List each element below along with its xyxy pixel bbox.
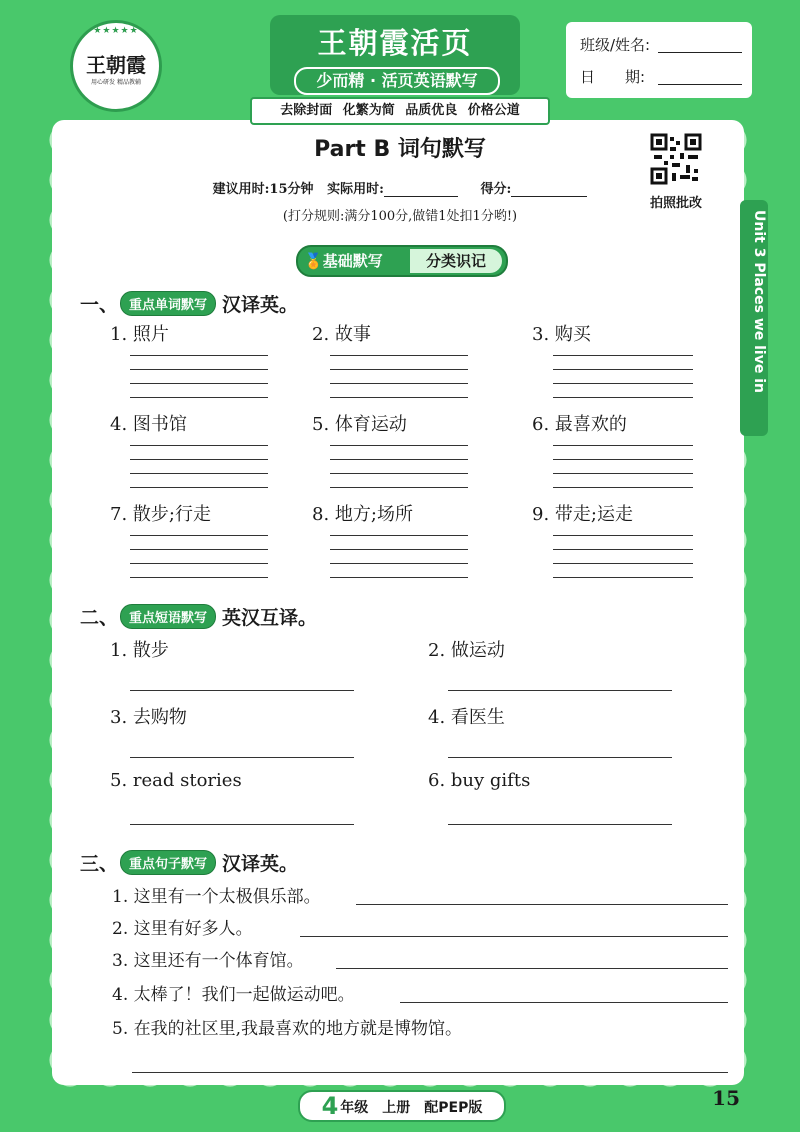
answer-line[interactable] [448, 757, 672, 758]
phrase-item: 6. buy gifts [428, 770, 531, 791]
actual-time-label: 实际用时: [327, 182, 384, 197]
vocab-item: 3. 购买 [532, 324, 591, 345]
star-icons: ★★★★★ [93, 26, 139, 36]
sentence-item: 5. 在我的社区里,我最喜欢的地方就是博物馆。 [112, 1019, 463, 1039]
answer-line[interactable] [130, 757, 354, 758]
writing-line[interactable] [130, 487, 268, 488]
writing-line[interactable] [330, 383, 468, 384]
writing-line[interactable] [130, 383, 268, 384]
writing-line[interactable] [130, 577, 268, 578]
writing-line[interactable] [330, 487, 468, 488]
sentence-item: 1. 这里有一个太极俱乐部。 [112, 887, 321, 907]
section-2-heading: 二、 重点短语默写 英汉互译。 [80, 603, 317, 630]
suggested-time: 建议用时:15分钟 [212, 182, 314, 197]
brand-title: 王朝霞活页 [317, 26, 473, 60]
vocab-item: 1. 照片 [110, 324, 169, 345]
sentence-item: 4. 太棒了！我们一起做运动吧。 [112, 985, 355, 1005]
writing-line[interactable] [553, 369, 693, 370]
logo-text: 王朝霞 [86, 53, 146, 77]
section-1-pill: 重点单词默写 [120, 291, 216, 316]
logo-subtext: 用心研发 精品教辅 [91, 79, 141, 86]
section-1-heading: 一、 重点单词默写 汉译英。 [80, 290, 298, 317]
writing-line[interactable] [330, 577, 468, 578]
writing-line[interactable] [553, 535, 693, 536]
answer-line[interactable] [132, 1072, 728, 1073]
answer-line[interactable] [448, 824, 672, 825]
date-field[interactable] [658, 84, 742, 85]
writing-line[interactable] [330, 445, 468, 446]
writing-line[interactable] [553, 355, 693, 356]
scoring-rule: (打分规则:满分100分,做错1处扣1分哟!) [282, 209, 518, 224]
section-3-heading: 三、 重点句子默写 汉译英。 [80, 849, 298, 876]
writing-line[interactable] [130, 459, 268, 460]
phrase-item: 5. read stories [110, 770, 242, 791]
vocab-item: 8. 地方;场所 [312, 504, 413, 525]
writing-line[interactable] [330, 535, 468, 536]
phrase-item: 4. 看医生 [428, 707, 505, 728]
writing-line[interactable] [130, 563, 268, 564]
page-title: Part B 词句默写 [314, 137, 486, 162]
score-label: 得分: [480, 182, 512, 197]
unit-tab-label: Unit 3 Places we live in [751, 210, 767, 393]
writing-line[interactable] [553, 445, 693, 446]
answer-line[interactable] [400, 1002, 728, 1003]
writing-line[interactable] [553, 563, 693, 564]
writing-line[interactable] [553, 383, 693, 384]
writing-line[interactable] [330, 473, 468, 474]
writing-line[interactable] [330, 549, 468, 550]
section-3-pill: 重点句子默写 [120, 850, 216, 875]
writing-line[interactable] [553, 549, 693, 550]
vocab-item: 6. 最喜欢的 [532, 414, 627, 435]
student-info-box [566, 22, 752, 98]
grade-badge [298, 1090, 506, 1122]
slogan: 去除封面 化繁为简 品质优良 价格公道 [250, 97, 550, 125]
writing-line[interactable] [330, 459, 468, 460]
date-label: 日 期: [580, 68, 646, 86]
writing-line[interactable] [130, 397, 268, 398]
answer-line[interactable] [448, 690, 672, 691]
phrase-item: 2. 做运动 [428, 640, 505, 661]
category-left: 🏅基础默写 [304, 249, 383, 273]
grade-number: 4 [321, 1092, 339, 1120]
writing-line[interactable] [553, 487, 693, 488]
medal-icon: 🏅 [304, 252, 323, 270]
vocab-item: 5. 体育运动 [312, 414, 407, 435]
writing-line[interactable] [553, 473, 693, 474]
writing-line[interactable] [330, 563, 468, 564]
category-right: 分类识记 [410, 249, 502, 273]
writing-line[interactable] [330, 369, 468, 370]
publisher-logo [70, 20, 162, 112]
answer-line[interactable] [130, 690, 354, 691]
qr-label: 拍照批改 [649, 196, 702, 211]
section-2-pill: 重点短语默写 [120, 604, 216, 629]
phrase-item: 1. 散步 [110, 640, 169, 661]
class-name-field[interactable] [658, 52, 742, 53]
phrase-item: 3. 去购物 [110, 707, 187, 728]
writing-line[interactable] [130, 473, 268, 474]
sentence-item: 3. 这里还有一个体育馆。 [112, 951, 304, 971]
writing-line[interactable] [130, 549, 268, 550]
writing-line[interactable] [130, 445, 268, 446]
sentence-item: 2. 这里有好多人。 [112, 919, 253, 939]
answer-line[interactable] [130, 824, 354, 825]
page-number: 15 [712, 1086, 740, 1110]
class-name-label: 班级/姓名: [580, 36, 651, 54]
writing-line[interactable] [330, 355, 468, 356]
grade-text: 年级 上册 配PEP版 [340, 1100, 483, 1116]
vocab-item: 4. 图书馆 [110, 414, 187, 435]
category-badge [296, 245, 508, 277]
writing-line[interactable] [553, 577, 693, 578]
writing-line[interactable] [553, 397, 693, 398]
answer-line[interactable] [336, 968, 728, 969]
score-field[interactable] [511, 182, 587, 197]
answer-line[interactable] [300, 936, 728, 937]
answer-line[interactable] [356, 904, 728, 905]
timing-row [0, 178, 800, 197]
writing-line[interactable] [130, 355, 268, 356]
writing-line[interactable] [130, 369, 268, 370]
vocab-item: 7. 散步;行走 [110, 504, 211, 525]
vocab-item: 9. 带走;运走 [532, 504, 633, 525]
writing-line[interactable] [330, 397, 468, 398]
brand-subtitle: 少而精 · 活页英语默写 [294, 67, 500, 95]
vocab-item: 2. 故事 [312, 324, 371, 345]
writing-line[interactable] [130, 535, 268, 536]
writing-line[interactable] [553, 459, 693, 460]
actual-time-field[interactable] [384, 182, 458, 197]
brand-banner [270, 15, 520, 95]
